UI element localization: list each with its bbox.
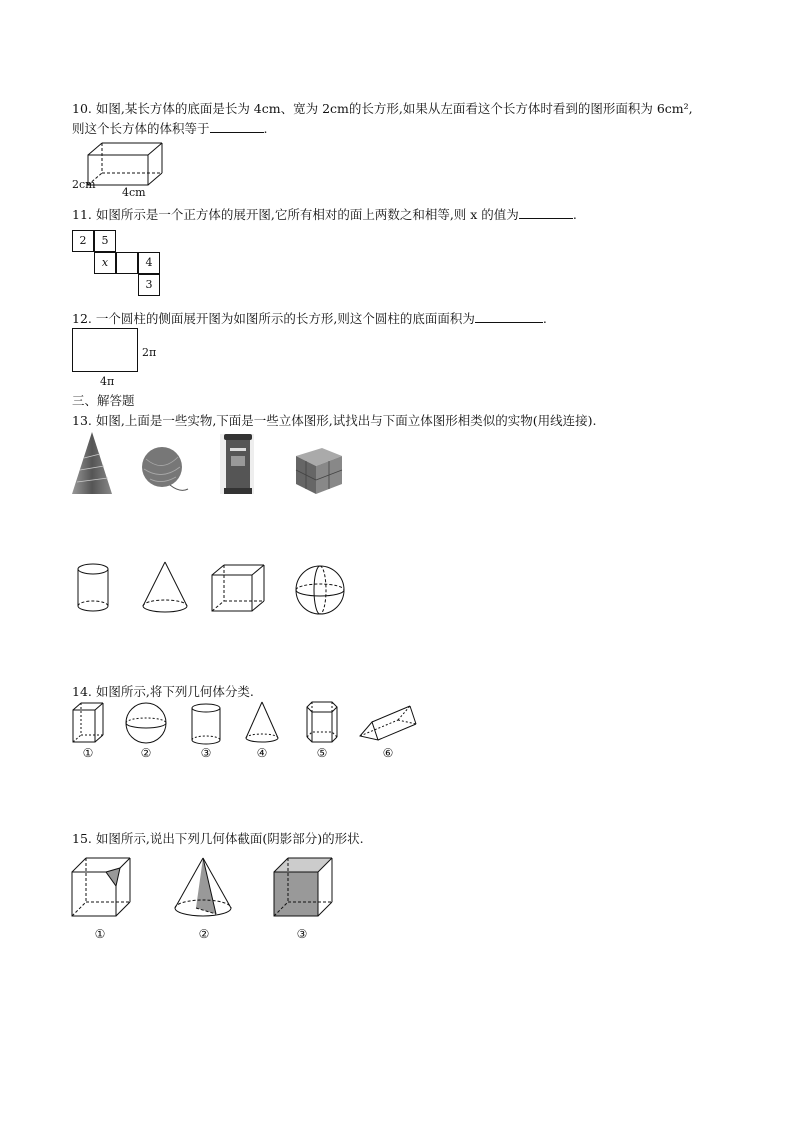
q10-length-label: 4cm [122, 186, 146, 199]
q11-question: 11. 如图所示是一个正方体的展开图,它所有相对的面上两数之和相等,则 x 的值为 [72, 207, 519, 222]
q14-text: 14. 如图所示,将下列几何体分类. [72, 684, 254, 699]
q14-caption: ⑤ [316, 746, 328, 760]
q14-cylinder-shape [190, 702, 222, 746]
q15-caption: ① [94, 927, 106, 941]
q14-caption: ② [140, 746, 152, 760]
q10-end: . [263, 121, 268, 136]
q15-caption: ② [198, 927, 210, 941]
q15-caption: ③ [296, 927, 308, 941]
section-title: 三、解答题 [72, 393, 135, 408]
q14-caption: ③ [200, 746, 212, 760]
q15-text: 15. 如图所示,说出下列几何体截面(阴影部分)的形状. [72, 831, 364, 846]
q10-line1: 10. 如图,某长方体的底面是长为 4cm、宽为 2cm的长方形,如果从左面看这个长方体时看到的图形面积为 6cm², [72, 101, 693, 116]
net-cell: 4 [138, 252, 160, 274]
q11-end: . [572, 207, 577, 222]
net-cell: x [94, 252, 116, 274]
q14-caption: ① [82, 746, 94, 760]
sphere-shape [294, 564, 346, 616]
cube-shape [210, 563, 266, 613]
q14-caption: ⑥ [382, 746, 394, 760]
q12-end: . [542, 311, 547, 326]
q12-rectangle [72, 328, 138, 372]
q12-height-label: 2π [142, 346, 157, 359]
net-cell [116, 252, 138, 274]
q15-cube-corner-section [70, 856, 132, 920]
q14-cone-shape [244, 700, 280, 746]
q10-width-label: 2cm [72, 178, 96, 191]
q14-cuboid-shape [72, 702, 104, 744]
q10-line2 [72, 119, 268, 137]
q12-question: 12. 一个圆柱的侧面展开图为如图所示的长方形,则这个圆柱的底面面积为 [72, 311, 475, 326]
q12-text [72, 309, 547, 327]
q14-hexagonal-prism-shape [306, 700, 338, 746]
net-cell: 3 [138, 274, 160, 296]
q15-cube-diagonal-section [272, 856, 334, 920]
q10-cuboid-figure [84, 139, 166, 187]
q12-answer-blank[interactable] [475, 310, 543, 323]
q12-width-label: 4π [100, 375, 115, 388]
q11-text [72, 205, 577, 223]
yarn-ball-photo [140, 445, 190, 495]
q14-caption: ④ [256, 746, 268, 760]
q10-answer-blank[interactable] [210, 120, 264, 133]
q13-text: 13. 如图,上面是一些实物,下面是一些立体图形,试找出与下面立体图形相类似的实物(用线连接). [72, 413, 597, 428]
postbox-photo [218, 430, 258, 496]
puzzle-cube-photo [292, 444, 346, 496]
q15-cone-section [172, 856, 234, 920]
q11-answer-blank[interactable] [519, 206, 573, 219]
cylinder-shape [76, 562, 110, 614]
q10-line2-text: 则这个长方体的体积等于 [72, 121, 210, 136]
cone-shape [140, 560, 190, 614]
christmas-tree-photo [70, 430, 114, 496]
net-cell: 2 [72, 230, 94, 252]
q14-triangular-prism-shape [358, 702, 420, 742]
net-cell: 5 [94, 230, 116, 252]
q14-sphere-shape [124, 702, 168, 744]
